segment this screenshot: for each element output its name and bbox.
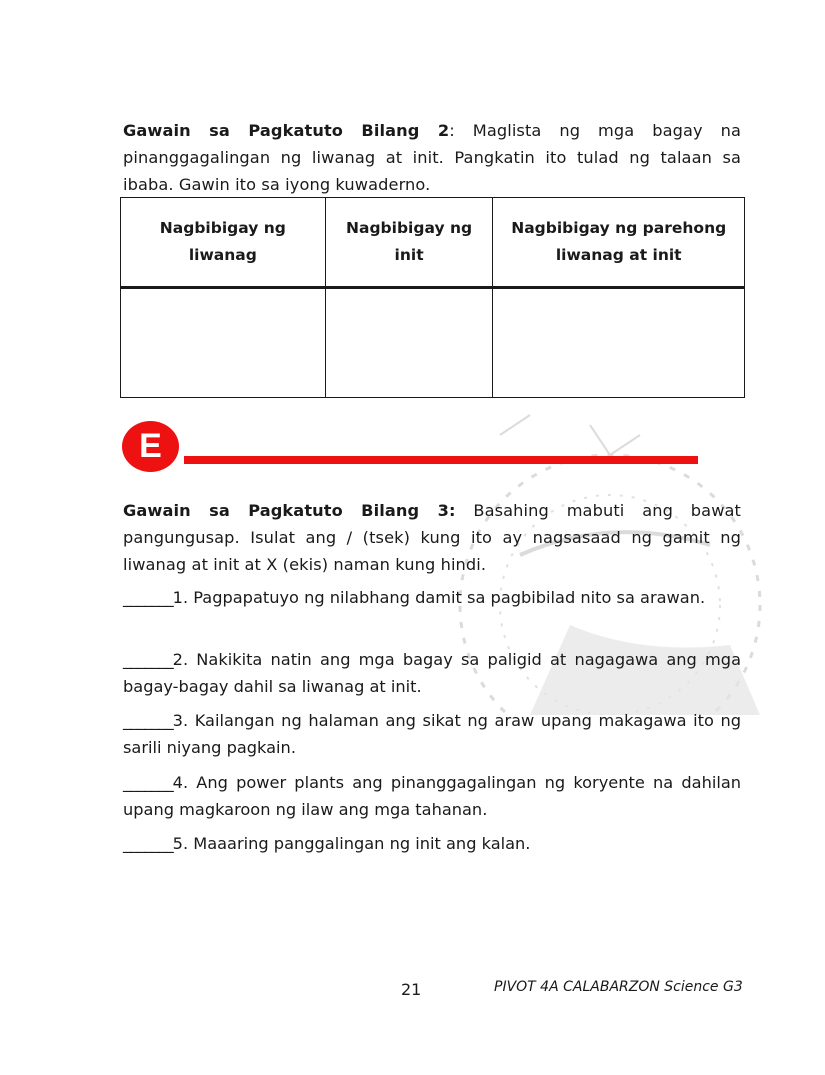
item-text: 5. Maaaring panggalingan ng init ang kalan. — [172, 834, 531, 854]
list-item — [123, 584, 741, 611]
list-item — [123, 646, 741, 700]
table-cell[interactable] — [121, 288, 326, 398]
activity-2-separator: : — [449, 121, 455, 141]
list-item — [123, 769, 741, 823]
header-both-source: Nagbibigay ng parehong liwanag at init — [493, 198, 745, 288]
section-divider-line — [184, 456, 698, 464]
activity-2-body: Maglista ng mga bagay na pinanggagalingan ng liwanag at init. Pangkatin ito tulad ng talaan sa ibaba. Gawin ito sa iyong kuwaderno. — [123, 121, 741, 195]
header-light-source: Nagbibigay ng liwanag — [121, 198, 326, 288]
activity-2-title: Gawain sa Pagkatuto Bilang 2 — [123, 121, 450, 141]
section-e-badge: E — [122, 421, 179, 472]
table-row — [121, 288, 745, 398]
table-cell[interactable] — [325, 288, 493, 398]
item-text: 4. Ang power plants ang pinanggagalingan ng koryente na dahilan upang magkaroon ng ilaw ang mga tahanan. — [123, 773, 741, 820]
item-text: 3. Kailangan ng halaman ang sikat ng araw upang makagawa ito ng sarili niyang pagkain. — [123, 711, 741, 758]
answer-blank[interactable]: _______ — [123, 773, 173, 793]
activity-3-instructions — [123, 497, 741, 578]
item-text: 1. Pagpapatuyo ng nilabhang damit sa pagbibilad nito sa arawan. — [172, 588, 706, 608]
header-heat-source: Nagbibigay ng init — [325, 198, 493, 288]
page-number: 21 — [401, 980, 422, 999]
activity-3-body: Basahing mabuti ang bawat pangungusap. Isulat ang / (tsek) kung ito ay nagsasaad ng gamit ng liwanag at init at X (ekis) naman kung hindi. — [123, 501, 742, 575]
footer-text: PIVOT 4A CALABARZON Science G3 — [494, 979, 743, 995]
answer-blank[interactable]: _______ — [123, 834, 173, 854]
item-text: 2. Nakikita natin ang mga bagay sa paligid at nagagawa ang mga bagay-bagay dahil sa liwanag at init. — [123, 650, 741, 697]
table-cell[interactable] — [493, 288, 745, 398]
list-item — [123, 830, 741, 857]
activity-2-instructions — [123, 117, 741, 198]
list-item — [123, 707, 741, 761]
activity-3-title: Gawain sa Pagkatuto Bilang 3: — [123, 501, 456, 521]
answer-blank[interactable]: _______ — [123, 650, 173, 670]
sources-table — [120, 197, 745, 398]
table-header-row — [121, 198, 745, 288]
answer-blank[interactable]: _______ — [123, 711, 173, 731]
answer-blank[interactable]: _______ — [123, 588, 173, 608]
